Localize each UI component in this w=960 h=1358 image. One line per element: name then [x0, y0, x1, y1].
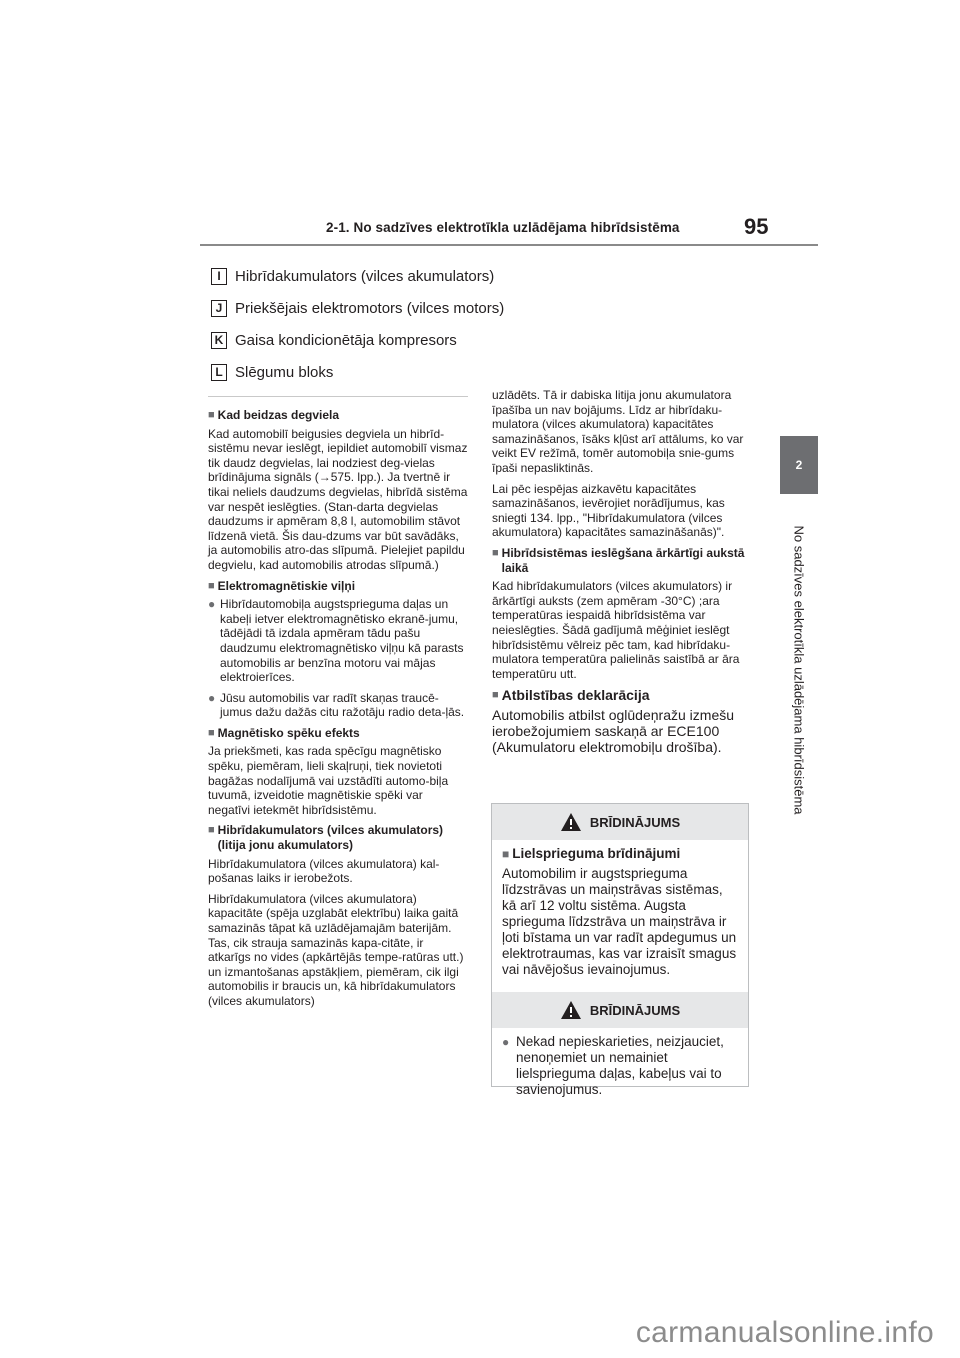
fuel-heading: ■ Kad beidzas degviela: [208, 408, 340, 422]
battery-continued-text: uzlādēts. Tā ir dabiska litija jonu akumulatora īpašība un nav bojājums. Līdz ar hibrīdaku-mulatora (vilces akumulatora) kapacitātes samazināšanos, īsāks kļūst arī attālums, ko var veikt EV režīmā, tomēr automobiļa snie-gums īpaši nepasliktinās.: [492, 388, 744, 475]
warning-bullet: ● Nekad nepieskarieties, neizjauciet, nenoņemiet un nemainiet lielsprieguma daļas, kabeļus vai to savienojumus.: [502, 1034, 724, 1097]
left-column: [208, 396, 468, 1015]
em-bullet: ● Hibrīdautomobiļa augstsprieguma daļas un kabeļi ietver elektromagnētisko ekranē-jumu, tādējādi tā izdala apmēram tādu pašu daudzumu elektromagnētisko viļņu kā parasts automobilis ar benzīna motoru vai mājas elektroierīces.: [208, 597, 464, 685]
cold-start-text: Kad hibrīdakumulators (vilces akumulators) ir ārkārtīgi auksts (zem apmēram -30°C) ;ara temperatūras iespaidā hibrīdsistēma var neieslēgties. Šādā gadījumā mēģiniet ieslēgt hibrīdsistēmu vēlreiz pēc tam, kad hibrīdaku-mulatora temperatūra palielinās saistībā ar āra temperatūru utt.: [492, 579, 740, 681]
watermark: carmanualsonline.info: [635, 1316, 934, 1349]
legend-key: J: [211, 300, 227, 317]
cold-start-heading: ■ Hibrīdsistēmas ieslēgšana ārkārtīgi aukstā laikā: [492, 545, 745, 575]
magnetic-heading: ■ Magnētisko spēku efekts: [208, 725, 360, 740]
legend-key: L: [211, 364, 227, 381]
battery-text-2: Hibrīdakumulatora (vilces akumulatora) kapacitāte (spēja uzglabāt elektrību) laika gaitā samazinās tāpat kā uzlādējamajām baterijām. Tas, cik strauja samazinās kapa-citāte, ir atkarīgs no vides (apkārtējās tempe-ratūras utt.) un izmantošanas apstākļiem, piemēram, cik ilgi automobilis ir braucis un, kā hibrīdakumulators (vilces akumulators): [208, 891, 464, 1008]
battery-text-1: Hibrīdakumulatora (vilces akumulatora) kal-pošanas laiks ir ierobežots.: [208, 856, 440, 886]
header-rule: [200, 244, 818, 246]
declaration-heading: ■ Atbilstības deklarācija: [492, 687, 650, 704]
legend-item: [211, 260, 504, 292]
square-bullet-icon: ■: [208, 409, 215, 421]
circle-bullet-icon: ●: [208, 597, 216, 612]
magnetic-text: Ja priekšmeti, kas rada spēcīgu magnētisko spēku, piemēram, lieli skaļruņi, tiek novietoti bagāžas nodalījumā vai uzstādīti automo-biļa tuvumā, izveidotie magnētiskie spēki var negatīvi ietekmēt hibrīdsistēmu.: [208, 744, 449, 817]
side-section-text: No sadzīves elektrotīkla uzlādējama hibrīdsistēma: [791, 525, 807, 815]
chapter-tab: [780, 436, 818, 494]
legend-key: K: [211, 332, 227, 349]
section-title: 2-1. No sadzīves elektrotīkla uzlādējama hibrīdsistēma: [326, 220, 680, 235]
warning-box: [491, 803, 749, 1097]
fuel-text: Kad automobilī beigusies degviela un hibrīd-sistēmu nevar ieslēgt, iepildiet automobilī vismaz tik daudz degvielas, lai nodziest deg-vielas brīdinājuma signāls (→575. lpp.). Ja tvertnē ir tikai neliels daudzums degvielas, hibrīdā sistēma var nespēt ieslēgties. (Stan-darta degvielas daudzums ir apmēram 8,8 l, automobilim stāvot līdzenā vietā. Šis dau-dzums var būt savādāks, ja automobilis atro-das slīpumā. Pielejiet papildu degvielu, kad automobilis atrodas slīpumā.): [208, 426, 468, 572]
warning-header: BRĪDINĀJUMS: [492, 992, 748, 1028]
square-bullet-icon: ■: [208, 824, 215, 837]
legend-text: Priekšējais elektromotors (vilces motors): [235, 299, 505, 317]
legend-item: [211, 324, 504, 356]
legend-item: [211, 292, 504, 324]
warning-body: [492, 1028, 748, 1112]
warning-header: BRĪDINĀJUMS: [492, 804, 748, 840]
legend-text: Gaisa kondicionētāja kompresors: [235, 331, 457, 349]
square-bullet-icon: ■: [492, 689, 499, 702]
right-column: [492, 388, 752, 761]
square-bullet-icon: ■: [208, 579, 215, 592]
page-number: 95: [744, 214, 769, 239]
legend-key: I: [211, 268, 227, 285]
square-bullet-icon: ■: [502, 847, 510, 861]
circle-bullet-icon: ●: [208, 690, 216, 705]
warning-subheading: ■ Lielsprieguma brīdinājumi: [502, 846, 681, 861]
square-bullet-icon: ■: [208, 726, 215, 739]
square-bullet-icon: ■: [492, 546, 499, 559]
legend-text: Slēgumu bloks: [235, 363, 334, 381]
warning-triangle-icon: [560, 812, 582, 832]
warning-body: [492, 840, 748, 986]
footer: [0, 1300, 960, 1358]
component-legend: [211, 260, 504, 388]
declaration-text: Automobilis atbilst oglūdeņražu izmešu ierobežojumiem saskaņā ar ECE100 (Akumulatoru elektromobiļu drošība).: [492, 707, 735, 756]
chapter-number: 2: [795, 458, 803, 472]
warning-triangle-icon: [560, 1000, 582, 1020]
legend-text: Hibrīdakumulators (vilces akumulators): [235, 267, 495, 285]
warning-text: Automobilim ir augstsprieguma līdzstrāvas un maiņstrāvas sistēmas, kā arī 12 voltu sistēma. Augsta sprieguma līdzstrāva un maiņstrāva ir ļoti bīstama un var radīt apdegumus un elektrotraumas, kas var izraisīt smagus vai nāvējošus ievainojumus.: [502, 866, 737, 977]
legend-item: [211, 356, 504, 388]
circle-bullet-icon: ●: [502, 1035, 510, 1049]
em-bullet: ● Jūsu automobilis var radīt skaņas traucē-jumus dažu dažās citu ražotāju radio deta-ļās.: [208, 690, 465, 720]
battery-prevent-text: Lai pēc iespējas aizkavētu kapacitātes samazināšanos, ievērojiet norādījumus, kas sniegti 134. lpp., "Hibrīdakumulatora (vilces akumulatora) kapacitātes samazināšanās)".: [492, 481, 725, 540]
battery-heading: ■ Hibrīdakumulators (vilces akumulators) (litija jonu akumulators): [208, 823, 444, 853]
em-heading: ■ Elektromagnētiskie viļņi: [208, 578, 356, 593]
